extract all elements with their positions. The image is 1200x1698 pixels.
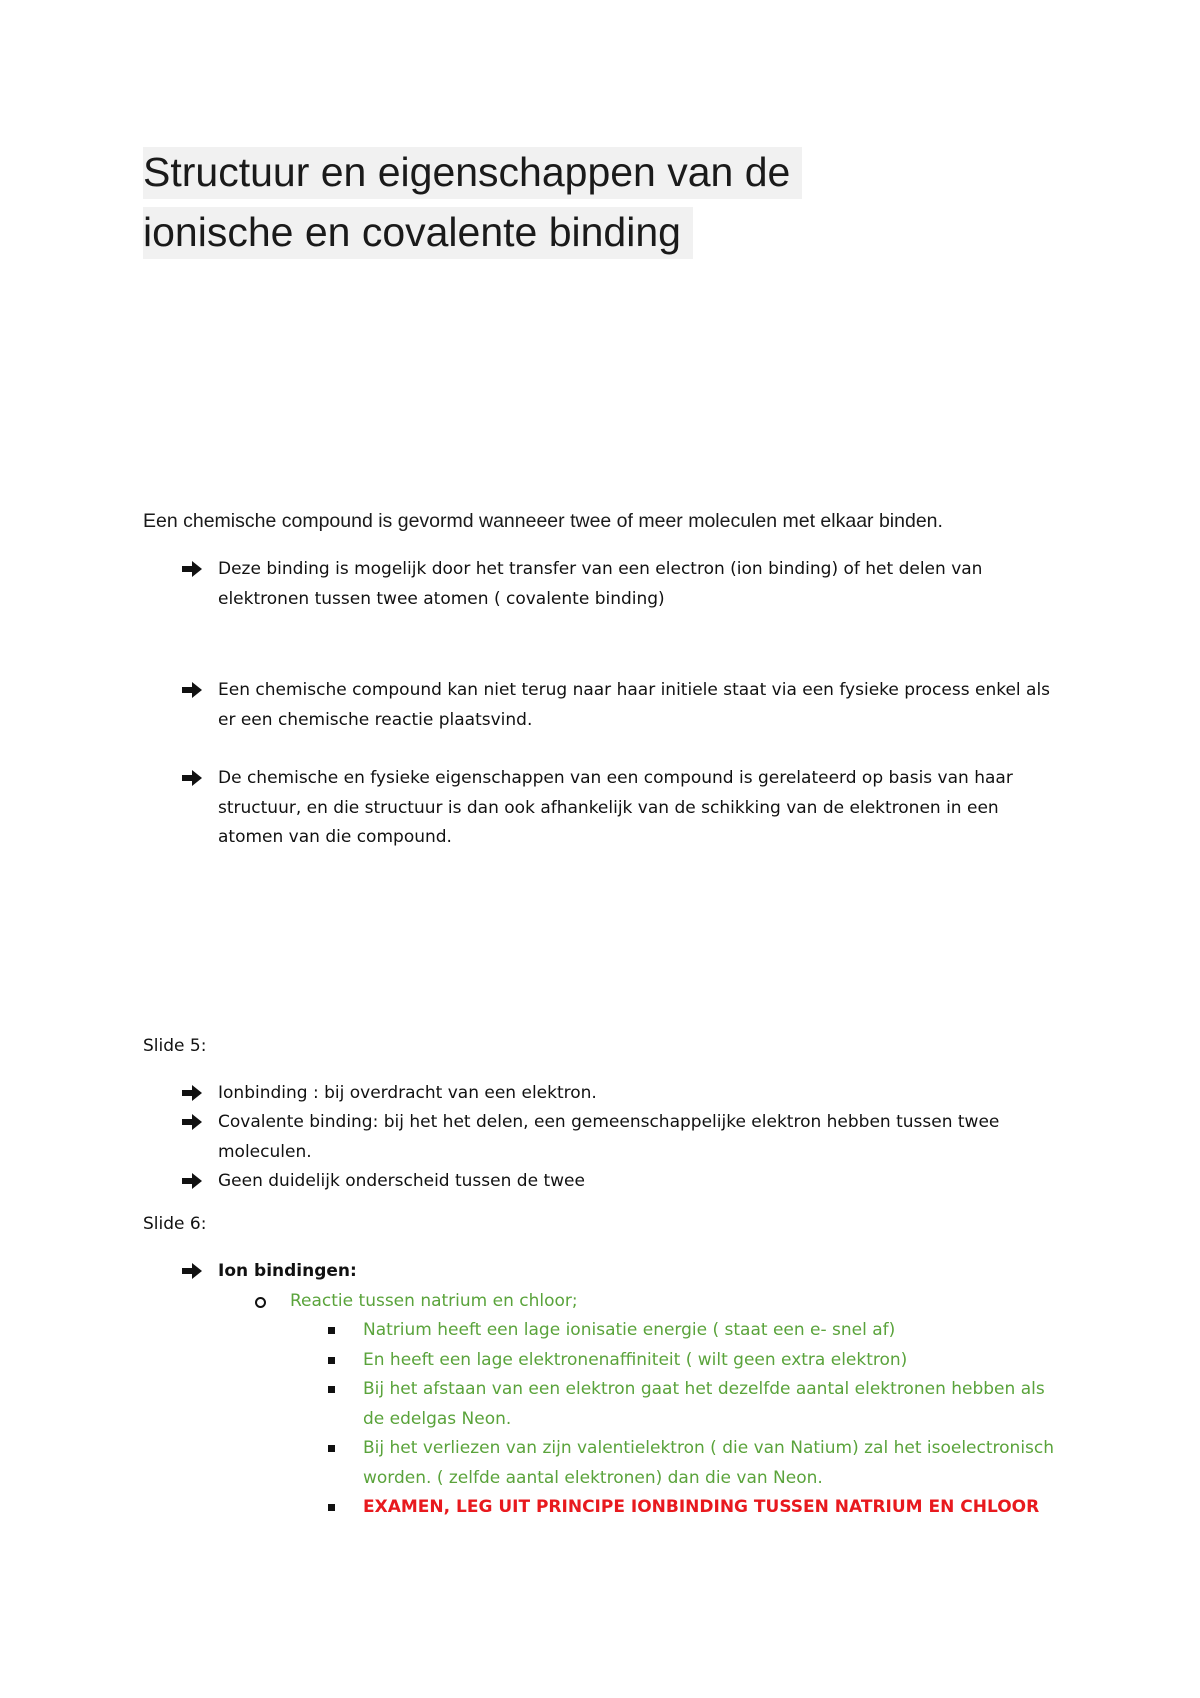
sub-sub-list-item: Bij het afstaan van een elektron gaat het dezelfde aantal elektronen hebben als de edelgas Neon. bbox=[363, 1375, 1063, 1434]
document-title bbox=[143, 142, 802, 262]
arrow-right-icon bbox=[182, 1262, 202, 1280]
sub-sub-list-item: Natrium heeft een lage ionisatie energie ( staat een e- snel af) bbox=[363, 1316, 1063, 1346]
arrow-right-icon bbox=[182, 1172, 202, 1190]
list-item: Deze binding is mogelijk door het transfer van een electron (ion binding) of het delen van elektronen tussen twee atomen ( covalente binding) bbox=[182, 555, 1062, 614]
list-item: De chemische en fysieke eigenschappen van een compound is gerelateerd op basis van haar structuur, en die structuur is dan ook afhankelijk van de schikking van de elektronen in een atomen van die compound. bbox=[182, 764, 1062, 853]
title-line-1: Structuur en eigenschappen van de bbox=[143, 147, 802, 199]
title-line-2: ionische en covalente binding bbox=[143, 207, 693, 259]
arrow-right-icon bbox=[182, 1113, 202, 1131]
sub-sub-list-item: EXAMEN, LEG UIT PRINCIPE IONBINDING TUSSEN NATRIUM EN CHLOOR bbox=[363, 1493, 1063, 1523]
intro-paragraph: Een chemische compound is gevormd wanneeer twee of meer moleculen met elkaar binden. bbox=[143, 510, 943, 532]
square-bullet-icon bbox=[328, 1327, 335, 1334]
arrow-right-icon bbox=[182, 769, 202, 787]
sub-sub-list-item: Bij het verliezen van zijn valentielektron ( die van Natium) zal het isoelectronisch worden. ( zelfde aantal elektronen) dan die van Neon. bbox=[363, 1434, 1063, 1493]
sub-sub-list-item: En heeft een lage elektronenaffiniteit ( wilt geen extra elektron) bbox=[363, 1346, 1063, 1376]
arrow-right-icon bbox=[182, 681, 202, 699]
slide-6-heading: Slide 6: bbox=[143, 1214, 207, 1234]
square-bullet-icon bbox=[328, 1386, 335, 1393]
arrow-right-icon bbox=[182, 560, 202, 578]
list-item: Een chemische compound kan niet terug naar haar initiele staat via een fysieke process enkel als er een chemische reactie plaatsvind. bbox=[182, 676, 1062, 735]
sub-list-item: Reactie tussen natrium en chloor; bbox=[290, 1291, 578, 1311]
slide-5-heading: Slide 5: bbox=[143, 1036, 207, 1056]
square-bullet-icon bbox=[328, 1504, 335, 1511]
square-bullet-icon bbox=[328, 1445, 335, 1452]
circle-bullet-icon bbox=[255, 1297, 266, 1308]
list-item: Covalente binding: bij het het delen, een gemeenschappelijke elektron hebben tussen twee moleculen. bbox=[182, 1108, 1062, 1167]
list-item: Geen duidelijk onderscheid tussen de twee bbox=[182, 1167, 1062, 1197]
list-item: Ion bindingen: bbox=[182, 1257, 1062, 1287]
arrow-right-icon bbox=[182, 1084, 202, 1102]
square-bullet-icon bbox=[328, 1357, 335, 1364]
list-item: Ionbinding : bij overdracht van een elektron. bbox=[182, 1079, 1062, 1109]
